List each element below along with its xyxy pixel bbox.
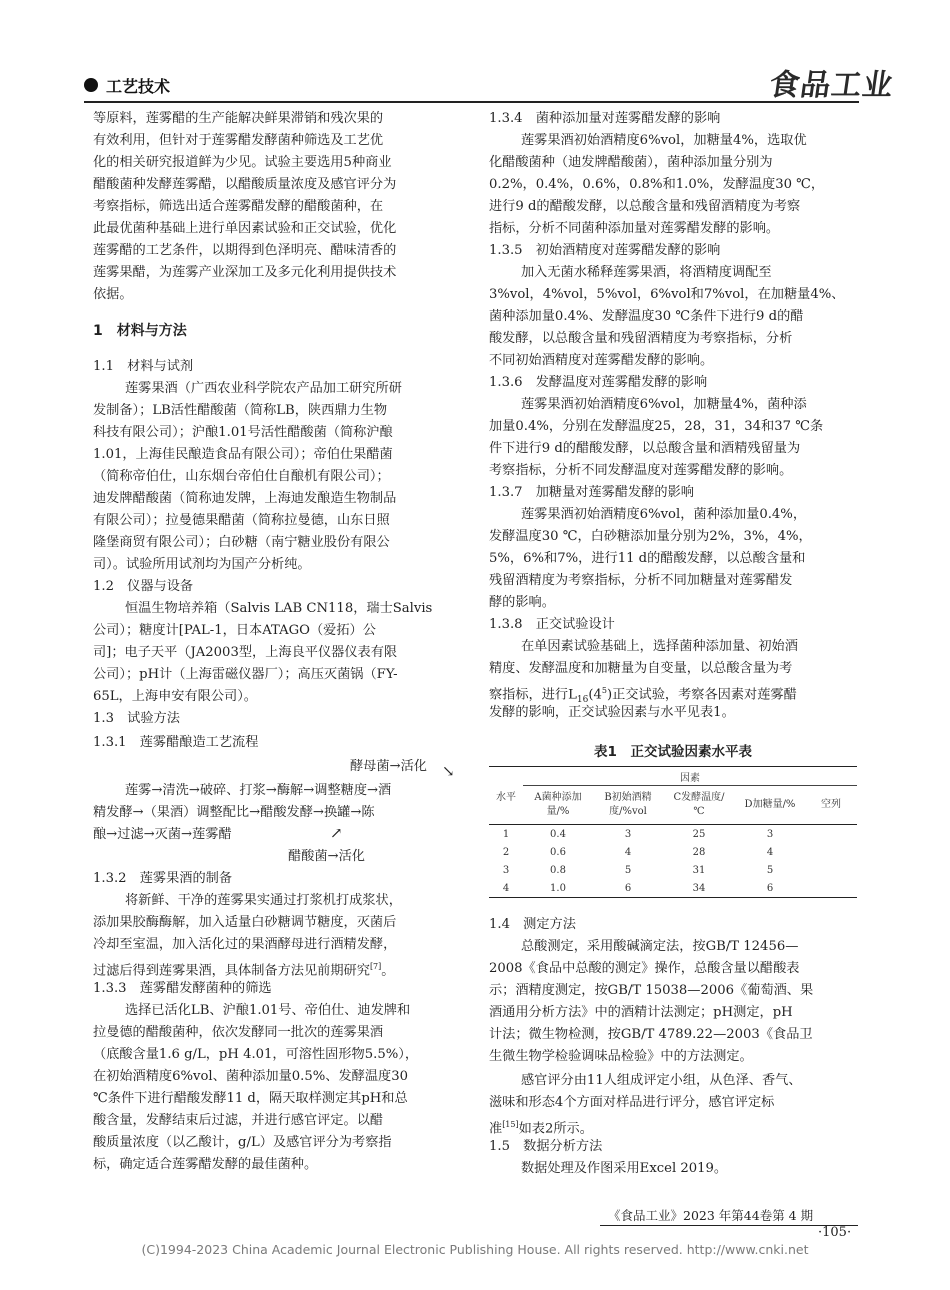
s138-text: )正交试验，考察各因素对莲雾醋 — [606, 687, 797, 703]
s134-line: 进行9 d的醋酸发酵，以总酸含量和残留酒精度为考察 — [489, 199, 801, 214]
col-c-header-l2: ℃ — [693, 806, 705, 817]
col-c-header-l1: C发酵温度/ — [673, 792, 725, 803]
table-cell — [805, 879, 857, 898]
s138-line: 在单因素试验基础上，选择菌种添加量、初始酒 — [521, 639, 798, 654]
intro-line: 醋酸菌种发酵莲雾醋，以醋酸质量浓度及感官评分为 — [93, 177, 397, 192]
s15-line: 数据处理及作图采用Excel 2019。 — [521, 1161, 728, 1176]
s14-line: 生微生物学检验调味品检验》中的方法测定。 — [489, 1049, 753, 1064]
s14-line: 计法；微生物检测，按GB/T 4789.22—2003《食品卫 — [489, 1027, 813, 1042]
section-heading: 1 材料与方法 — [93, 323, 187, 339]
factor-header: 因素 — [523, 767, 857, 786]
acetobacter-activation: 醋酸菌→活化 — [288, 849, 365, 864]
subsection-heading: 1.5 数据分析方法 — [489, 1139, 603, 1154]
strain-line: 在初始酒精度6%vol、菌种添加量0.5%、发酵温度30 — [93, 1069, 408, 1084]
flow-line: 精发酵→（果酒）调整配比→醋酸发酵→换罐→陈 — [93, 805, 375, 820]
s137-line: 酵的影响。 — [489, 595, 555, 610]
table-cell: 0.6 — [550, 846, 566, 858]
sensory-line — [489, 1114, 593, 1136]
strain-line: ℃条件下进行醋酸发酵11 d，隔天取样测定其pH和总 — [93, 1091, 408, 1106]
table-cell — [805, 825, 857, 844]
yeast-activation: 酵母菌→活化 — [350, 759, 427, 774]
wine-prep-line — [93, 956, 394, 978]
subsection-heading: 1.3.3 莲雾醋发酵菌种的筛选 — [93, 981, 272, 996]
strain-line: 酸质量浓度（以乙酸计，g/L）及感官评分为考察指 — [93, 1135, 392, 1150]
table-cell: 31 — [692, 864, 706, 876]
table-row — [489, 843, 857, 861]
s14-line: 2008《食品中总酸的测定》操作，总酸含量以醋酸表 — [489, 961, 800, 976]
s136-line: 莲雾果酒初始酒精度6%vol，加糖量4%，菌种添 — [521, 397, 807, 412]
arrow-down-right-icon: ↘ — [442, 762, 455, 780]
factor-level-table — [489, 766, 857, 898]
wine-prep-line: 冷却至室温，加入活化过的果酒酵母进行酒精发酵， — [93, 937, 397, 952]
intro-line: 莲雾果醋，为莲雾产业深加工及多元化利用提供技术 — [93, 265, 397, 280]
materials-line: 迪发牌醋酸菌（简称迪发牌，上海迪发酿造生物制品 — [93, 491, 397, 506]
table-cell: 2 — [502, 846, 510, 858]
subsection-heading: 1.3.1 莲雾醋酿造工艺流程 — [93, 735, 259, 750]
s138-line: 精度、发酵温度和加糖量为自变量，以总酸含量为考 — [489, 661, 793, 676]
subsection-heading: 1.4 测定方法 — [489, 917, 576, 932]
table-cell: 3 — [624, 828, 632, 840]
s137-line: 莲雾果酒初始酒精度6%vol，菌种添加量0.4%， — [521, 507, 807, 522]
wine-prep-end: 。 — [381, 963, 395, 979]
col-b-header — [593, 786, 663, 825]
flow-line: 莲雾→清洗→破碎、打浆→酶解→调整糖度→酒 — [125, 783, 392, 798]
s134-line: 0.2%，0.4%，0.6%，0.8%和1.0%，发酵温度30 ℃， — [489, 177, 825, 192]
subsection-heading: 1.1 材料与试剂 — [93, 359, 194, 374]
s135-line: 菌种添加量0.4%、发酵温度30 ℃条件下进行9 d的醋 — [489, 309, 804, 324]
table-cell: 3 — [502, 864, 510, 876]
orthogonal-subscript: 16 — [576, 695, 589, 706]
wine-prep-line: 将新鲜、干净的莲雾果实通过打浆机打成浆状， — [125, 893, 402, 908]
s138-line: 发酵的影响，正交试验因素与水平见表1。 — [489, 705, 735, 720]
equipment-line: 公司）；糖度计[PAL-1，日本ATAGO（爱拓）公 — [93, 623, 376, 638]
intro-line: 依据。 — [93, 287, 133, 302]
sensory-line: 感官评分由11人组成评定小组，从色泽、香气、 — [521, 1073, 802, 1088]
intro-line: 有效利用，但针对于莲雾醋发酵菌种筛选及工艺优 — [93, 133, 384, 148]
table-cell: 34 — [663, 879, 735, 898]
subsection-heading: 1.3.8 正交试验设计 — [489, 617, 615, 632]
col-d-header: D加糖量/% — [735, 786, 805, 825]
subsection-heading: 1.3.5 初始酒精度对莲雾醋发酵的影响 — [489, 243, 721, 258]
s137-line: 发酵温度30 ℃，白砂糖添加量分别为2%，3%，4%， — [489, 529, 812, 544]
table-cell: 0.8 — [550, 864, 566, 876]
strain-line: 选择已活化LB、沪酿1.01号、帝伯仕、迪发牌和 — [125, 1003, 411, 1018]
col-a-header-l2: 量/% — [546, 806, 570, 817]
materials-line: 1.01，上海佳民酿造食品有限公司）；帝伯仕果醋菌 — [93, 447, 393, 462]
s134-line: 莲雾果酒初始酒精度6%vol，加糖量4%，选取优 — [521, 133, 807, 148]
citation-ref[interactable]: [7] — [369, 962, 382, 971]
intro-line: 等原料，莲雾醋的生产能解决鲜果滞销和残次果的 — [93, 111, 384, 126]
table-cell: 6 — [735, 879, 805, 898]
s138-text: (4 — [588, 687, 602, 703]
table-row — [489, 861, 857, 879]
col-b-header-l1: B初始酒精 — [604, 792, 652, 803]
materials-line: 隆堡商贸有限公司）；白砂糖（南宁糖业股份有限公 — [93, 535, 390, 550]
footer-journal: 《食品工业》2023 年第44卷第 4 期 — [608, 1208, 814, 1223]
intro-line: 考察指标，筛选出适合莲雾醋发酵的醋酸菌种，在 — [93, 199, 384, 214]
strain-line: 标，确定适合莲雾醋发酵的最佳菌种。 — [93, 1157, 318, 1172]
table-cell: 28 — [692, 846, 706, 858]
materials-line: 有限公司）；拉曼德果醋菌（简称拉曼德，山东日照 — [93, 513, 390, 528]
table-cell: 4 — [624, 846, 632, 858]
subsection-heading: 1.3.4 菌种添加量对莲雾醋发酵的影响 — [489, 111, 721, 126]
s14-line: 酒通用分析方法》中的酒精计法测定；pH测定，pH — [489, 1005, 793, 1020]
sensory-line: 滋味和形态4个方面对样品进行评分，感官评定标 — [489, 1095, 775, 1110]
page-header — [0, 0, 950, 104]
table-cell: 5 — [624, 864, 632, 876]
citation-ref[interactable]: [15] — [502, 1120, 519, 1129]
s136-line: 加量0.4%，分别在发酵温度25，28，31，34和37 ℃条 — [489, 419, 824, 434]
s136-line: 件下进行9 d的醋酸发酵，以总酸含量和酒精残留量为 — [489, 441, 801, 456]
table-cell: 6 — [593, 879, 663, 898]
subsection-heading: 1.3 试验方法 — [93, 711, 180, 726]
table-cell: 0.4 — [550, 828, 566, 840]
sensory-text: 如表2所示。 — [518, 1121, 593, 1137]
table-cell: 1.0 — [523, 879, 593, 898]
wine-prep-text: 过滤后得到莲雾果酒，具体制备方法见前期研究 — [93, 963, 370, 979]
s135-line: 加入无菌水稀释莲雾果酒，将酒精度调配至 — [521, 265, 772, 280]
strain-line: 拉曼德的醋酸菌种，依次发酵同一批次的莲雾果酒 — [93, 1025, 384, 1040]
sensory-text: 准 — [489, 1121, 503, 1137]
table-row — [489, 879, 857, 898]
s137-line: 残留酒精度为考察指标，分析不同加糖量对莲雾醋发 — [489, 573, 793, 588]
table-cell: 1 — [502, 828, 510, 840]
s14-line: 示；酒精度测定，按GB/T 15038—2006《葡萄酒、果 — [489, 983, 814, 998]
flow-line: 酿→过滤→灭菌→莲雾醋 — [93, 827, 232, 842]
materials-line: （简称帝伯仕，山东烟台帝伯仕自酿机有限公司）； — [93, 469, 390, 484]
table-title: 表1 正交试验因素水平表 — [594, 744, 752, 760]
equipment-line: 65L，上海申安有限公司）。 — [93, 689, 257, 704]
strain-line: 酸含量，发酵结束后过滤，并进行感官评定。以醋 — [93, 1113, 384, 1128]
s14-line: 总酸测定，采用酸碱滴定法，按GB/T 12456— — [521, 939, 799, 954]
col-a-header — [523, 786, 593, 825]
s134-line: 指标，分析不同菌种添加量对莲雾醋发酵的影响。 — [489, 221, 780, 236]
intro-line: 此最优菌种基础上进行单因素试验和正交试验，优化 — [93, 221, 397, 236]
section-label: 工艺技术 — [106, 77, 171, 96]
s135-line: 酸发酵，以总酸含量和残留酒精度为考察指标，分析 — [489, 331, 793, 346]
materials-line: 科技有限公司）；沪酿1.01号活性醋酸菌（简称沪酿 — [93, 425, 393, 440]
s135-line: 不同初始酒精度对莲雾醋发酵的影响。 — [489, 353, 714, 368]
page-number: ·105· — [818, 1225, 852, 1240]
col-a-header-l1: A菌种添加 — [534, 792, 582, 803]
orthogonal-superscript: 5 — [601, 686, 607, 695]
table-cell — [805, 861, 857, 879]
equipment-line: 司]；电子天平（JA2003型，上海良平仪器仪表有限 — [93, 645, 398, 660]
table-row — [489, 825, 857, 844]
s135-line: 3%vol，4%vol，5%vol，6%vol和7%vol，在加糖量4%、 — [489, 287, 845, 302]
table-cell: 5 — [766, 864, 774, 876]
table-cell: 25 — [692, 828, 706, 840]
col-c-header — [663, 786, 735, 825]
table-cell: 4 — [766, 846, 774, 858]
level-header: 水平 — [489, 767, 523, 825]
table-cell: 4 — [489, 879, 523, 898]
header-divider — [84, 101, 859, 103]
equipment-line: 公司）；pH计（上海雷磁仪器厂）；高压灭菌锅（FY- — [93, 667, 398, 682]
subsection-heading: 1.3.7 加糖量对莲雾醋发酵的影响 — [489, 485, 694, 500]
subsection-heading: 1.2 仪器与设备 — [93, 579, 194, 594]
intro-line: 莲雾醋的工艺条件，以期得到色泽明亮、醋味清香的 — [93, 243, 397, 258]
subsection-heading: 1.3.6 发酵温度对莲雾醋发酵的影响 — [489, 375, 708, 390]
materials-line: 司）。试验所用试剂均为国产分析纯。 — [93, 557, 311, 572]
s138-line — [489, 680, 797, 706]
subsection-heading: 1.3.2 莲雾果酒的制备 — [93, 871, 233, 886]
s138-text: 察指标，进行L — [489, 687, 577, 703]
strain-line: （底酸含量1.6 g/L，pH 4.01，可溶性固形物5.5%）， — [93, 1047, 419, 1062]
intro-line: 化的相关研究报道鲜为少见。试验主要选用5种商业 — [93, 155, 392, 170]
s134-line: 化醋酸菌种（迪发牌醋酸菌），菌种添加量分别为 — [489, 155, 773, 170]
s136-line: 考察指标，分析不同发酵温度对莲雾醋发酵的影响。 — [489, 463, 793, 478]
table-cell: 3 — [766, 828, 774, 840]
materials-line: 发制备）；LB活性醋酸菌（简称LB，陕西鼎力生物 — [93, 403, 388, 418]
arrow-up-right-icon: ↗ — [330, 824, 343, 842]
journal-logo: 食品工业 — [767, 68, 896, 103]
bullet-dot-icon — [84, 78, 98, 92]
materials-line: 莲雾果酒（广西农业科学院农产品加工研究所研 — [125, 381, 402, 396]
col-e-header: 空列 — [805, 786, 857, 825]
col-b-header-l2: 度/%vol — [609, 806, 647, 817]
s137-line: 5%，6%和7%，进行11 d的醋酸发酵，以总酸含量和 — [489, 551, 806, 566]
copyright-notice: (C)1994-2023 China Academic Journal Electronic Publishing House. All rights reserved. http://www.cnki.net — [141, 1242, 809, 1257]
wine-prep-line: 添加果胶酶酶解，加入适量白砂糖调节糖度，灭菌后 — [93, 915, 397, 930]
table-cell — [805, 843, 857, 861]
equipment-line: 恒温生物培养箱（Salvis LAB CN118，瑞士Salvis — [125, 601, 433, 616]
